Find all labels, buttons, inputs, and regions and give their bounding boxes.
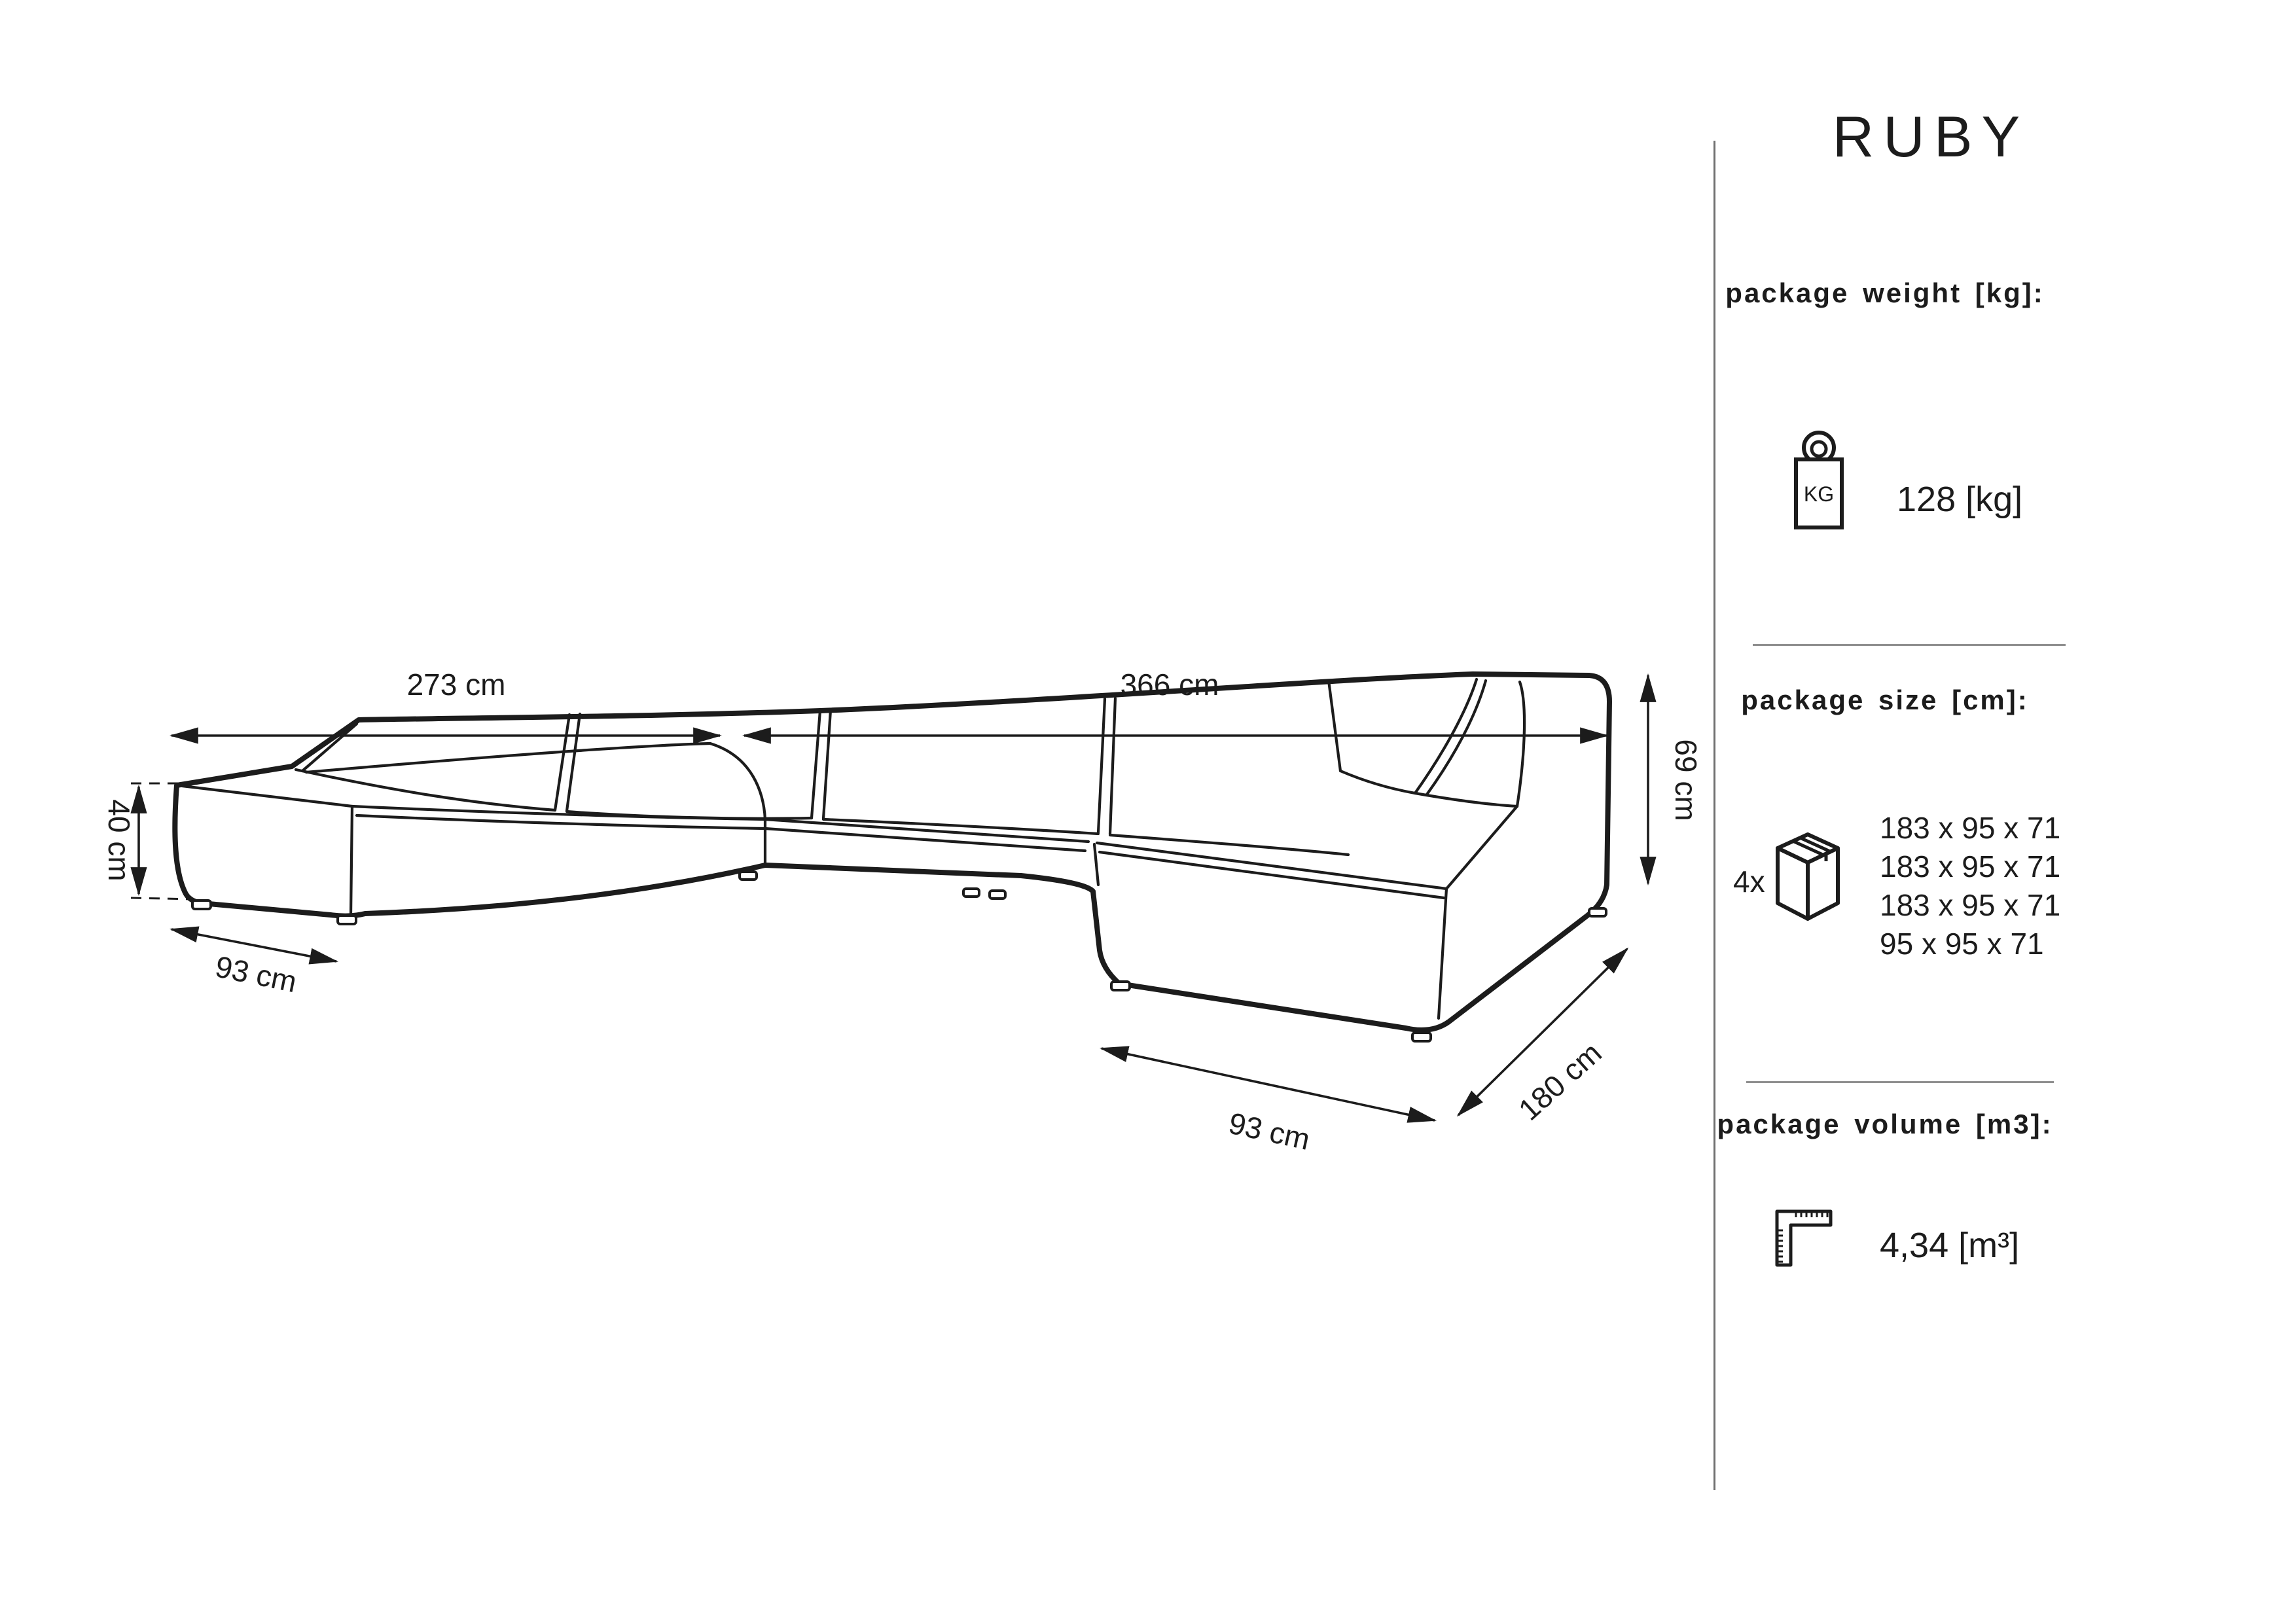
package-sizes — [1880, 809, 2060, 963]
dash-bottom-40 — [131, 898, 193, 899]
sofa-perimeter — [175, 674, 1609, 1030]
volume-heading: package volume [m3]: — [1717, 1109, 2053, 1139]
label-93-bottom: 93 cm — [1225, 1105, 1314, 1157]
weight-value: 128 [kg] — [1897, 480, 2023, 519]
arrow-93-bottom — [1102, 1048, 1435, 1120]
page-title: RUBY — [1832, 104, 2030, 169]
label-273: 273 cm — [406, 668, 506, 702]
ruler-square-icon — [1775, 1209, 1833, 1267]
divider-1 — [1753, 644, 2066, 646]
sofa-outline — [175, 674, 1609, 1041]
label-40: 40 cm — [102, 799, 136, 882]
package-size-row: 95 x 95 x 71 — [1880, 927, 2044, 961]
weight-heading: package weight [kg]: — [1725, 277, 2045, 308]
package-size-row: 183 x 95 x 71 — [1880, 888, 2061, 922]
package-size-row: 183 x 95 x 71 — [1880, 811, 2061, 845]
vertical-divider — [1713, 141, 1715, 1490]
label-366: 366 cm — [1120, 668, 1219, 702]
volume-value: 4,34 [m³] — [1880, 1226, 2020, 1265]
divider-2 — [1746, 1081, 2054, 1083]
package-count: 4x — [1733, 865, 1765, 899]
label-69: 69 cm — [1669, 739, 1703, 821]
label-180: 180 cm — [1511, 1035, 1608, 1127]
label-93-left: 93 cm — [212, 949, 300, 999]
package-box-icon — [1775, 832, 1840, 921]
svg-text:KG: KG — [1803, 482, 1835, 506]
size-heading: package size [cm]: — [1741, 685, 2029, 715]
package-size-row: 183 x 95 x 71 — [1880, 849, 2061, 883]
kg-bag-icon — [1793, 429, 1844, 531]
